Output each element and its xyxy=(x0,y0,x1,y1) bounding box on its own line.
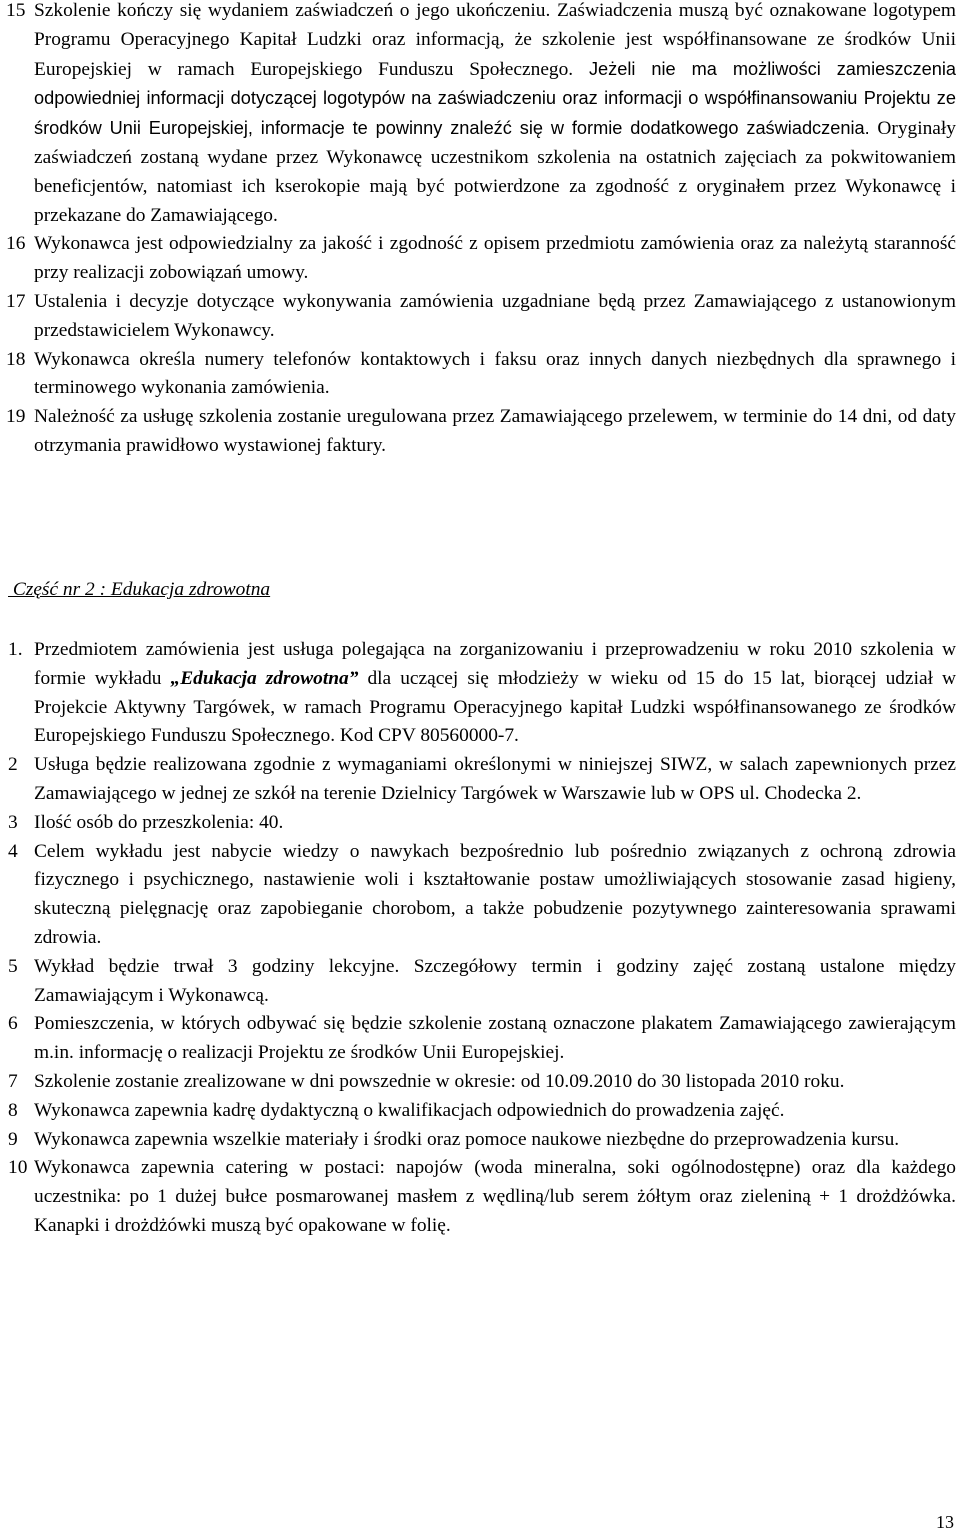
item-number: 16 xyxy=(6,233,26,255)
item-text: Ustalenia i decyzje dotyczące wykonywania zamówienia uzgadniane będą przez Zamawiającego z ustanowionym przedstawicielem Wykonawcy. xyxy=(34,290,956,341)
item-text: Usługa będzie realizowana zgodnie z wymaganiami określonymi w niniejszej SIWZ, w salach zapewnionych przez Zamawiającego w jednej ze szkół na terenie Dzielnicy Targówek w Warszawie lub w OPS ul. Chodecka 2. xyxy=(34,754,956,804)
item-number: 19 xyxy=(6,406,26,428)
item-number: 4 xyxy=(8,840,18,862)
item-number: 2 xyxy=(8,754,18,776)
item-text: Celem wykładu jest nabycie wiedzy o nawykach bezpośrednio lub pośrednio związanych z ochroną zdrowia fizycznego i psychicznego, nastawienie woli i kształtowanie postaw umożliwiających stosowanie zasad higieny, skuteczną pielęgnację oraz zapobieganie chorobom, a także pobudzenie pozytywnego zainteresowania sprawami zdrowia. xyxy=(34,840,956,948)
item-text: Szkolenie zostanie zrealizowane w dni powszednie w okresie: od 10.09.2010 do 30 listopada 2010 roku. xyxy=(34,1070,845,1092)
list-item xyxy=(0,230,956,288)
item-number: 7 xyxy=(8,1070,18,1092)
item-number: 1. xyxy=(8,639,23,660)
item-number: 10 xyxy=(8,1157,28,1179)
list-item xyxy=(0,838,956,953)
list-item xyxy=(0,1097,956,1126)
list-item xyxy=(0,1126,956,1155)
item-text: Wykonawca zapewnia catering w postaci: napojów (woda mineralna, soki ogólnodostępne) oraz dla każdego uczestnika: po 1 dużej bułce posmarowanej masłem z wędliną/lub serem żółtym oraz zieleniną + 1 drożdżówka. Kanapki i drożdżówki muszą być opakowane w folię. xyxy=(34,1157,956,1236)
item-text: Oryginały zaświadczeń zostaną wydane przez Wykonawcę uczestnikom szkolenia na ostatnich zajęciach za pokwitowaniem beneficjentów, natomiast ich kserokopie mają być potwierdzone za zgodność z oryginałem przez Wykonawcę i przekazane do Zamawiającego. xyxy=(34,118,956,226)
section-heading: Część nr 2 : Edukacja zdrowotna xyxy=(8,579,271,600)
numbered-list xyxy=(0,0,956,461)
item-number: 9 xyxy=(8,1128,18,1150)
section-2 xyxy=(0,636,956,1241)
item-text: Wykonawca zapewnia wszelkie materiały i środki oraz pomoce naukowe niezbędne do przeprowadzenia kursu. xyxy=(34,1128,900,1150)
item-text-sans: Jeżeli nie ma możliwości zamieszczenia odpowiedniej informacji dotyczącej logotypów na zaświadczeniu oraz informacji o współfinansowaniu Projektu ze środków Unii Europejskiej, informacje te powinny znaleźć się w formie dodatkowego zaświadczenia. xyxy=(34,58,956,139)
list-item xyxy=(0,636,956,751)
item-number: 6 xyxy=(8,1013,18,1035)
list-item xyxy=(0,1154,956,1240)
course-title-emphasis: „Edukacja zdrowotna” xyxy=(170,667,359,689)
section-1 xyxy=(0,0,956,461)
item-text: Wykonawca określa numery telefonów kontaktowych i faksu oraz innych danych niezbędnych dla sprawnego i terminowego wykonania zamówienia. xyxy=(34,348,956,399)
item-text: Pomieszczenia, w których odbywać się będzie szkolenie zostaną oznaczone plakatem Zamawiającego zawierającym m.in. informację o realizacji Projektu ze środków Unii Europejskiej. xyxy=(34,1013,956,1064)
item-number: 15 xyxy=(6,0,26,21)
page-number: 13 xyxy=(936,1512,954,1532)
item-text: Szkolenie kończy się wydaniem zaświadczeń o jego ukończeniu. Zaświadczenia muszą być oznakowane logotypem Programu Operacyjnego Kapitał Ludzki oraz informacją, że szkolenie jest współfinansowane ze środków Unii Europejskiej w ramach Europejskiego Funduszu Społecznego. xyxy=(34,0,956,80)
item-text: dla uczącej się młodzieży w wieku od 15 do 15 lat, biorącej udział w Projekcie Aktywny Targówek, w ramach Programu Operacyjnego kapitał Ludzki współfinansowanego ze środków Europejskiego Funduszu Społecznego. Kod CPV 80560000-7. xyxy=(34,667,956,747)
list-item xyxy=(0,0,956,230)
item-text: Wykład będzie trwał 3 godziny lekcyjne. Szczegółowy termin i godziny zajęć zostaną ustalone między Zamawiającym i Wykonawcą. xyxy=(34,955,956,1006)
item-number: 5 xyxy=(8,955,18,977)
list-item xyxy=(0,1010,956,1068)
list-item xyxy=(0,346,956,404)
item-text: Wykonawca jest odpowiedzialny za jakość i zgodność z opisem przedmiotu zamówienia oraz za należytą staranność przy realizacji zobowiązań umowy. xyxy=(34,233,956,284)
list-item xyxy=(0,751,956,809)
item-number: 17 xyxy=(6,290,26,312)
item-number: 18 xyxy=(6,348,26,370)
item-text: Należność za usługę szkolenia zostanie uregulowana przez Zamawiającego przelewem, w terminie do 14 dni, od daty otrzymania prawidłowo wystawionej faktury. xyxy=(34,406,956,456)
item-text: Przedmiotem zamówienia jest usługa polegająca na zorganizowaniu i przeprowadzeniu w roku 2010 szkolenia w formie wykładu xyxy=(34,639,956,689)
list-item xyxy=(0,288,956,346)
item-number: 3 xyxy=(8,811,18,833)
list-item xyxy=(0,1068,956,1097)
item-text: Ilość osób do przeszkolenia: 40. xyxy=(34,811,284,833)
numbered-list xyxy=(0,636,956,1241)
item-number: 8 xyxy=(8,1099,18,1121)
list-item xyxy=(0,953,956,1011)
list-item xyxy=(0,403,956,461)
list-item xyxy=(0,809,956,838)
item-text: Wykonawca zapewnia kadrę dydaktyczną o kwalifikacjach odpowiednich do prowadzenia zajęć. xyxy=(34,1099,785,1121)
